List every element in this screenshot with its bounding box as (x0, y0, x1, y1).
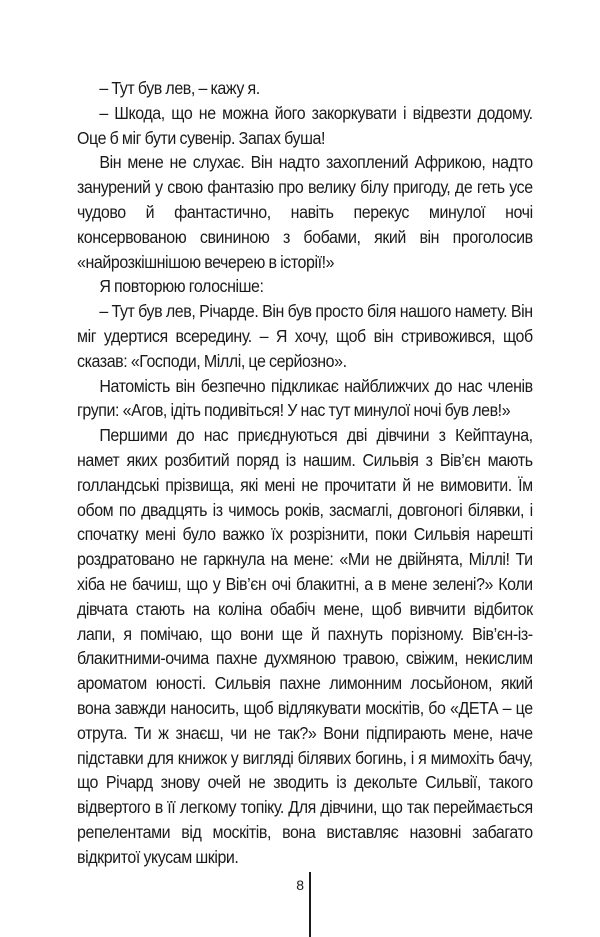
page-body (77, 76, 533, 870)
page-number: 8 (296, 877, 304, 893)
paragraph: Він мене не слухає. Він надто захоплений Африкою, надто занурений у свою фантазію про велику білу пригоду, де геть усе чудово й фантастично, навіть перекус минулої ночі консервованою свининою з бобами, який він проголосив «найрозкішнішою вечерею в історії!» (77, 152, 533, 272)
paragraph: – Тут був лев, Річарде. Він був просто біля нашого намету. Він міг удертися всередину. – Я хочу, щоб він стривожився, щоб сказав: «Господи, Міллі, це серйозно». (77, 301, 533, 371)
paragraph: Першими до нас приєднуються дві дівчини з Кейптауна, намет яких розбитий поряд із нашим. Сильвія з Вів’єн мають голландські прізвища, які мені не прочитати й не вимовити. Їм обом по двадцять із чимось років, засмаглі, довгоногі білявки, і спочатку мені було важко їх розрізнити, поки Сильвія нарешті роздратовано не гаркнула на мене: «Ми не двійнята, Міллі! Ти хіба не бачиш, що у Вів’єн очі блакитні, а в мене зелені?» Коли дівчата стають на коліна обабіч мене, щоб вивчити відбиток лапи, я помічаю, що вони ще й пахнуть порізному. Вів’єн-із-блакитними-очима пахне духмяною травою, свіжим, некислим ароматом юності. Сильвія пахне лимонним лосьйоном, який вона завжди наносить, щоб відлякувати москітів, бо «ДЕТА – це отрута. Ти ж знаєш, чи не так?» Вони підпирають мене, наче підставки для книжок у вигляді білявих богинь, і я мимохіть бачу, що Річард знову очей не зводить із декольте Сильвії, такого відвертого в її легкому топіку. Для дівчини, що так переймається репелентами від москітів, вона виставляє назовні забагато відкритої укусам шкіри. (77, 425, 533, 867)
paragraph: – Шкода, що не можна його закоркувати і відвезти додому. Оце б міг бути сувенір. Запах буша! (77, 102, 533, 148)
page-number-rule (309, 872, 311, 937)
paragraph: Я повторюю голосніше: (99, 276, 264, 297)
paragraph: – Тут був лев, – кажу я. (99, 78, 260, 98)
paragraph: Натомість він безпечно підкликає найближчих до нас членів групи: «Агов, ідіть подивіться! У нас тут минулої ночі був лев!» (77, 375, 533, 421)
